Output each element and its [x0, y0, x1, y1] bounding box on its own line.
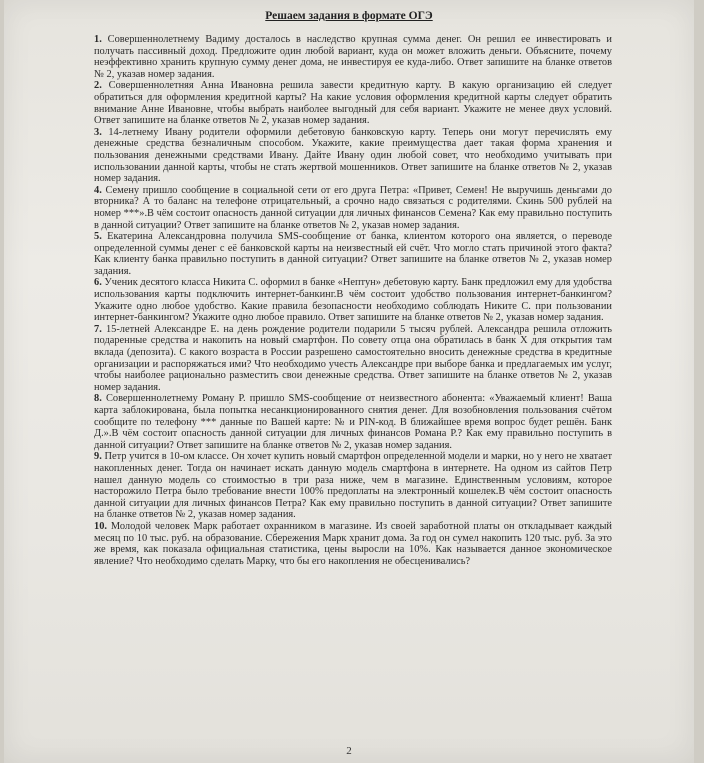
task-number: 5.: [94, 231, 102, 243]
task-list: [94, 34, 612, 567]
task-item: [94, 185, 612, 231]
task-item: [94, 451, 612, 521]
task-item: [94, 127, 612, 185]
task-item: [94, 80, 612, 126]
page-number: 2: [346, 745, 352, 757]
task-text: Семену пришло сообщение в социальной сети от его друга Петра: «Привет, Семен! Не выручишь деньгами до вторника? А то баланс на телефоне отрицательный, а срочно надо связаться с родителями. Скинь 500 рублей на номер ***».В чём состоит опасность данной ситуации для личных финансов Семена? Как ему правильно поступить в данной ситуации? Ответ запишите на бланке ответов № 2, указав номер задания.: [94, 184, 612, 231]
task-number: 3.: [94, 126, 102, 138]
page-title: Решаем задания в формате ОГЭ: [265, 10, 433, 22]
task-text: Екатерина Александровна получила SMS-сообщение от банка, клиентом которого она является, о переводе определенной суммы денег с её банковской карты на неизвестный ей счёт. Что могло стать причиной этого факта? Как клиенту банка правильно поступить в данной ситуации? Ответ запишите на бланке ответов № 2, указав номер задания.: [94, 231, 612, 277]
task-item: [94, 231, 612, 277]
task-item: [94, 34, 612, 80]
task-text: Ученик десятого класса Никита С. оформил в банке «Нептун» дебетовую карту. Банк предложил ему для удобства использования карты подключить интернет-банкинг.В чём состоит удобство пользования интернет-банкингом? Укажите одно любое удобство. Какие правила безопасности необходимо соблюдать Никите С. при пользовании интернет-банкингом? Укажите одно любое правило. Ответ запишите на бланке ответов № 2, указав номер задания.: [94, 277, 612, 324]
task-number: 10.: [94, 520, 107, 532]
task-number: 9.: [94, 451, 102, 463]
task-text: Молодой человек Марк работает охранником в магазине. Из своей заработной платы он откладывает каждый месяц по 10 тыс. руб. на образование. Сбережения Марк хранит дома. За год он сумел накопить 120 тыс. руб. За это же время, как показала официальная статистика, цены выросли на 10%. Как называется данное экономическое явление? Что необходимо сделать Марку, что бы его накопления не обесценивались?: [94, 520, 612, 567]
task-item: [94, 277, 612, 323]
task-number: 2.: [94, 80, 102, 92]
task-number: 7.: [94, 323, 102, 335]
task-number: 1.: [94, 34, 102, 45]
task-text: Совершеннолетняя Анна Ивановна решила завести кредитную карту. В какую организацию ей следует обратиться для оформления кредитной карты? На какие условия оформления кредитной карты следует обратить внимание Анне Ивановне, чтобы выбрать наиболее выгодный для себя вариант. Укажите не менее двух условий. Ответ запишите на бланке ответов № 2, указав номер задания.: [94, 80, 612, 127]
task-text: Совершеннолетнему Вадиму досталось в наследство крупная сумма денег. Он решил ее инвестировать и получать пассивный доход. Предложите один любой вариант, куда он может вложить деньги. Объясните, почему неэффективно хранить крупную сумму денег дома, не инвестируя ее куда-либо. Ответ запишите на бланке ответов № 2, указав номер задания.: [94, 34, 612, 80]
task-number: 6.: [94, 277, 102, 289]
task-item: [94, 393, 612, 451]
task-text: Петр учится в 10-ом классе. Он хочет купить новый смартфон определенной модели и марки, но у него не хватает накопленных денег. Тогда он начинает искать данную модель смартфона в интернете. На одном из сайтов Петр нашел данную модель со стоимостью в три раза ниже, чем в магазине. Единственным условиям, которое насторожило Петра было требование внести 100% предоплаты на электронный кошелек.В чём состоит опасность данной ситуации для личных финансов Петра? Как ему правильно поступить в данной ситуации? Ответ запишите на бланке ответов № 2, указав номер задания.: [94, 451, 612, 521]
task-number: 4.: [94, 184, 102, 196]
task-text: 15-летней Александре Е. на день рождение родители подарили 5 тысяч рублей. Александра решила отложить подаренные средства и накопить на новый смартфон. По совету отца она обратилась в банк Х для открытия там вклада (депозита). С какого возраста в России разрешено самостоятельно вносить денежные средства в кредитные организации и распоряжаться ими? Что необходимо учесть Александре при выборе банка и предлагаемых им услуг, чтобы наиболее рационально разместить свои денежные средства. Ответ запишите на бланке ответов № 2, указав номер задания.: [94, 323, 612, 393]
task-number: 8.: [94, 393, 102, 405]
task-text: 14-летнему Ивану родители оформили дебетовую банковскую карту. Теперь они могут перечислять ему денежные средства безналичным способом. Укажите, какие преимущества дает такая форма хранения и пользования денежными средствами Ивану. Дайте Ивану один любой совет, что необходимо учитывать при использовании данной карты, чтобы не стать жертвой мошенников. Ответ запишите на бланке ответов № 2, указав номер задания.: [94, 126, 612, 185]
task-text: Совершеннолетнему Роману Р. пришло SMS-сообщение от неизвестного абонента: «Уважаемый клиент! Ваша карта заблокирована, была попытка несанкционированного снятия денег. Для возобновления пользования счётом сообщите по телефону *** данные по Вашей карте: № и PIN-код. В ближайшее время вопрос будет решён. Банк Д.».В чём состоит опасность данной ситуации для личных финансов Романа Р.? Как ему правильно поступить в данной ситуации? Ответ запишите на бланке ответов № 2, указав номер задания.: [94, 393, 612, 451]
task-item: [94, 324, 612, 394]
task-item: [94, 521, 612, 567]
document-page: [4, 0, 694, 763]
